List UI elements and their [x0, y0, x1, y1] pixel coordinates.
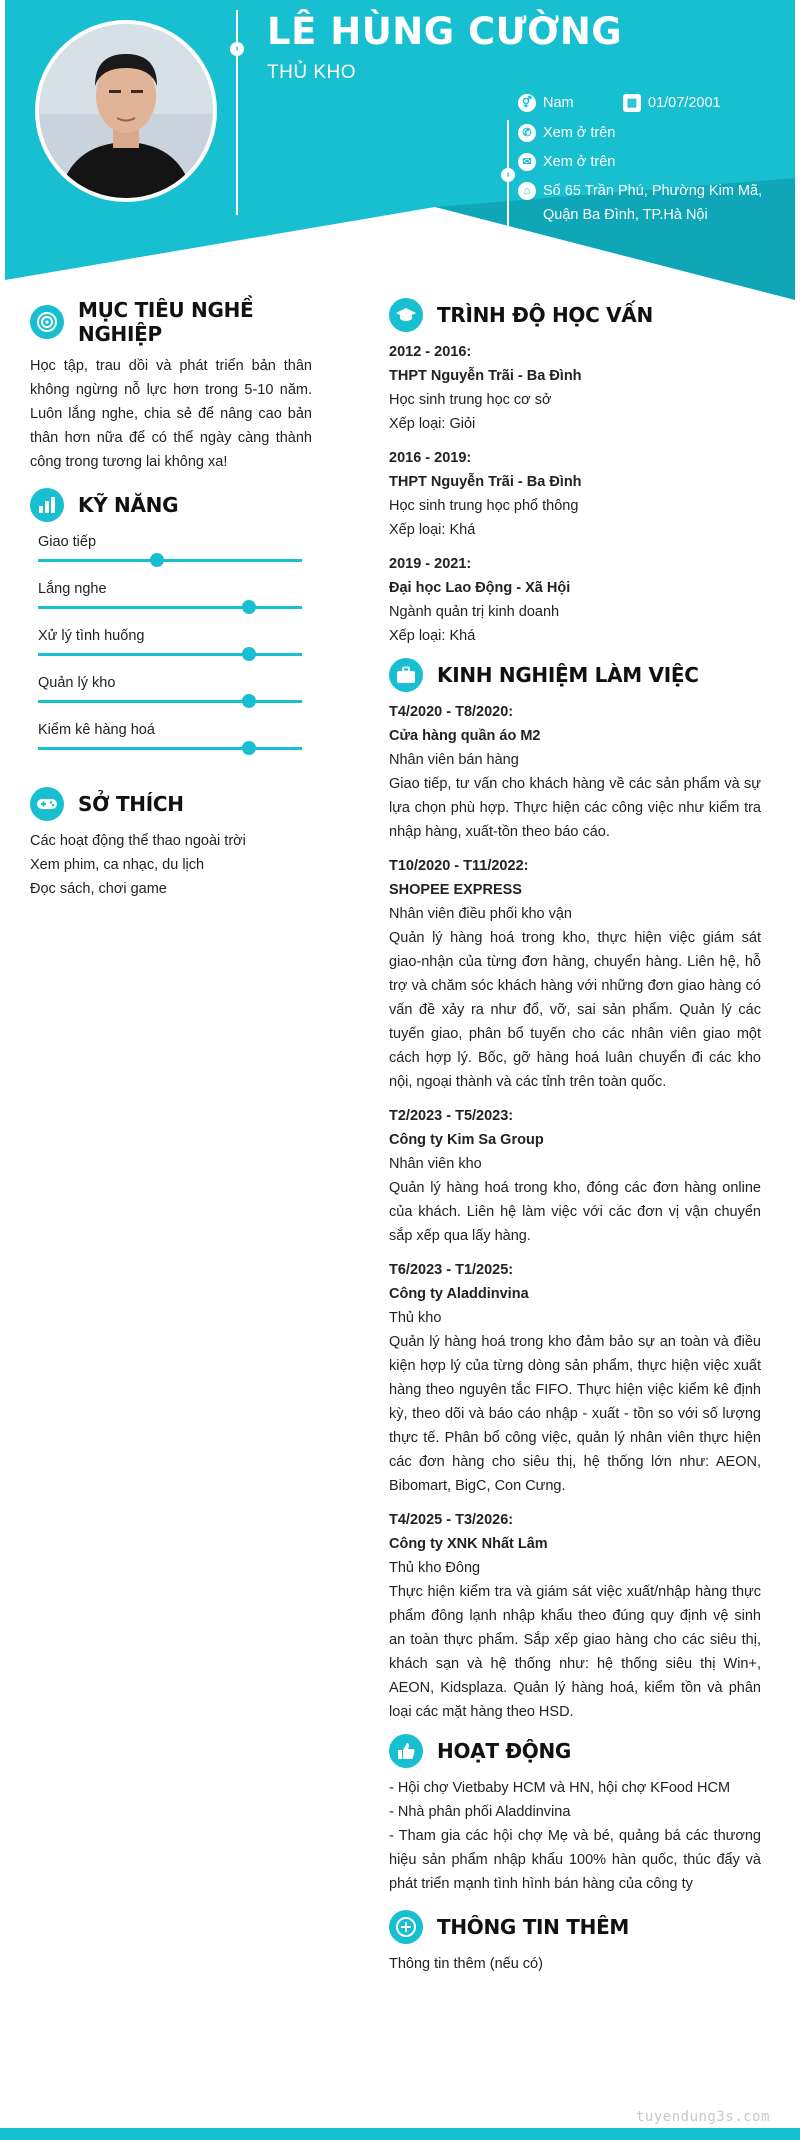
- address-line-2: Quận Ba Đình, TP.Hà Nội: [543, 207, 708, 223]
- experience-company: Công ty Kim Sa Group: [389, 1132, 544, 1148]
- avatar: [39, 24, 213, 198]
- right-column: [389, 298, 761, 1976]
- experience-period: T4/2020 - T8/2020:: [389, 704, 514, 720]
- experience-title: KINH NGHIỆM LÀM VIỆC: [437, 663, 699, 687]
- skill-level-knob: [242, 600, 256, 614]
- skill-item: [30, 579, 312, 626]
- activities-section: [389, 1734, 761, 1896]
- chevron-right-icon: ›: [230, 42, 244, 56]
- skills-section: [30, 488, 312, 767]
- hobbies-section: [30, 787, 312, 901]
- education-period: 2016 - 2019:: [389, 450, 472, 466]
- experience-entry: [389, 1104, 761, 1248]
- hobby-item: Các hoạt động thể thao ngoài trời: [30, 833, 246, 849]
- skill-label: Kiểm kê hàng hoá: [38, 722, 155, 738]
- education-title: TRÌNH ĐỘ HỌC VẤN: [437, 303, 653, 327]
- objective-header: [30, 298, 312, 346]
- activity-item: - Hội chợ Vietbaby HCM và HN, hội chợ KFood HCM: [389, 1780, 731, 1796]
- hobby-item: Xem phim, ca nhạc, du lịch: [30, 857, 205, 873]
- skill-track: [38, 559, 302, 562]
- graduation-cap-icon: [389, 298, 423, 332]
- target-icon: [30, 305, 64, 339]
- skills-title: KỸ NĂNG: [78, 493, 179, 517]
- candidate-name: LÊ HÙNG CƯỜNG: [267, 10, 623, 53]
- gender-icon: ⚥: [518, 94, 536, 112]
- experience-role: Thủ kho Đông: [389, 1560, 481, 1576]
- experience-entry: [389, 700, 761, 844]
- footer-bar: [0, 2128, 800, 2140]
- phone-icon: ✆: [518, 124, 536, 142]
- education-school: THPT Nguyễn Trãi - Ba Đình: [389, 368, 582, 384]
- skill-label: Quản lý kho: [38, 675, 116, 691]
- skill-level-knob: [150, 553, 164, 567]
- birthdate-value: 01/07/2001: [648, 95, 721, 111]
- hobbies-header: [30, 787, 312, 821]
- skill-item: [30, 532, 312, 579]
- education-section: [389, 298, 761, 648]
- gender-row: [518, 91, 574, 115]
- left-column: [30, 298, 312, 901]
- candidate-position: THỦ KHO: [267, 62, 356, 83]
- activity-item: - Tham gia các hội chợ Mẹ và bé, quảng bá các thương hiệu sản phẩm nhập khẩu 100% hàn quốc, thúc đẩy và phát triển mạnh tình hình bán hàng của công ty: [389, 1828, 761, 1892]
- activities-header: [389, 1734, 761, 1768]
- education-entry: [389, 340, 761, 436]
- experience-desc: Giao tiếp, tư vấn cho khách hàng về các sản phẩm và sự lựa chọn phù hợp. Thực hiện các công việc như kiểm tra nhập hàng, xuất-tồn theo báo cáo.: [389, 776, 761, 840]
- plus-circle-icon: [389, 1910, 423, 1944]
- experience-company: SHOPEE EXPRESS: [389, 882, 522, 898]
- skills-list: [30, 532, 312, 767]
- education-desc: Học sinh trung học phổ thông: [389, 498, 579, 514]
- additional-text: Thông tin thêm (nếu có): [389, 1956, 543, 1972]
- birthdate-row: [623, 91, 721, 115]
- gender-value: Nam: [543, 95, 574, 111]
- experience-period: T10/2020 - T11/2022:: [389, 858, 529, 874]
- experience-company: Công ty Aladdinvina: [389, 1286, 529, 1302]
- activities-title: HOẠT ĐỘNG: [437, 1739, 572, 1763]
- email-row: [518, 150, 615, 174]
- header-divider: [236, 10, 238, 215]
- bar-chart-icon: [30, 488, 64, 522]
- hobbies-title: SỞ THÍCH: [78, 792, 184, 816]
- skills-header: [30, 488, 312, 522]
- education-school: THPT Nguyễn Trãi - Ba Đình: [389, 474, 582, 490]
- address-row: [518, 179, 762, 227]
- skill-track: [38, 606, 302, 609]
- experience-header: [389, 658, 761, 692]
- watermark: tuyendung3s.com: [636, 2109, 770, 2125]
- activity-item: - Nhà phân phối Aladdinvina: [389, 1804, 571, 1820]
- calendar-icon: ▦: [623, 94, 641, 112]
- experience-entry: [389, 1508, 761, 1724]
- experience-role: Nhân viên kho: [389, 1156, 482, 1172]
- education-entry: [389, 552, 761, 648]
- education-period: 2019 - 2021:: [389, 556, 472, 572]
- experience-period: T6/2023 - T1/2025:: [389, 1262, 514, 1278]
- experience-entry: [389, 1258, 761, 1498]
- skill-track: [38, 700, 302, 703]
- skill-label: Xử lý tình huống: [38, 628, 145, 644]
- chevron-right-icon: ›: [501, 168, 515, 182]
- objective-title: MỤC TIÊU NGHỀ NGHIỆP: [78, 298, 254, 346]
- experience-role: Nhân viên bán hàng: [389, 752, 519, 768]
- education-grade: Xếp loại: Giỏi: [389, 416, 476, 432]
- envelope-icon: ✉: [518, 153, 536, 171]
- experience-desc: Quản lý hàng hoá trong kho, thực hiện việc giám sát giao-nhận của từng đơn hàng, chuyển hàng. Liên hệ, hỗ trợ và chăm sóc khách hàng với những đơn giao hàng có vấn đề xảy ra như đổ, vỡ, sai sản phẩm. Quản lý các tuyến giao, phân bổ tuyến cho các nhân viên giao một cách hợp lý. Bốc, gỡ hàng hoá luân chuyển đi các kho nội, ngoại thành và các tỉnh trên toàn quốc.: [389, 930, 761, 1090]
- education-desc: Học sinh trung học cơ sở: [389, 392, 552, 408]
- cv-header: [5, 0, 795, 300]
- gamepad-icon: [30, 787, 64, 821]
- objective-text: Học tập, trau dồi và phát triển bản thân không ngừng nỗ lực hơn trong 5-10 năm. Luôn lắng nghe, chia sẻ để nâng cao bản thân hơn nữa để có thể ngày càng thành công trong tương lai không xa!: [30, 358, 312, 470]
- thumbs-up-icon: [389, 1734, 423, 1768]
- education-header: [389, 298, 761, 332]
- experience-company: Cửa hàng quần áo M2: [389, 728, 541, 744]
- additional-section: [389, 1910, 761, 1976]
- phone-row: [518, 121, 615, 145]
- email-value: Xem ở trên: [543, 154, 616, 170]
- skill-label: Giao tiếp: [38, 534, 97, 550]
- phone-value: Xem ở trên: [543, 125, 616, 141]
- education-period: 2012 - 2016:: [389, 344, 472, 360]
- objective-section: [30, 298, 312, 474]
- skill-level-knob: [242, 741, 256, 755]
- education-entry: [389, 446, 761, 542]
- experience-desc: Quản lý hàng hoá trong kho đảm bảo sự an toàn và điều kiện hợp lý của từng dòng sản phẩm, thực hiện việc xuất hàng theo nguyên tắc FIFO. Thực hiện việc kiểm kê định kỳ, theo dõi và báo cáo nhập - xuất - tồn so với số lượng thực tế. Phân bổ công việc, quản lý nhân viên thực hiện các đơn hàng cho siêu thị, hệ thống lớn như: AEON, Bibomart, BigC, Con Cưng.: [389, 1334, 761, 1494]
- skill-item: [30, 626, 312, 673]
- experience-company: Công ty XNK Nhất Lâm: [389, 1536, 548, 1552]
- home-icon: ⌂: [518, 182, 536, 200]
- education-desc: Ngành quản trị kinh doanh: [389, 604, 560, 620]
- skill-item: [30, 673, 312, 720]
- experience-role: Thủ kho: [389, 1310, 442, 1326]
- skill-item: [30, 720, 312, 767]
- skill-level-knob: [242, 647, 256, 661]
- skill-track: [38, 747, 302, 750]
- experience-period: T4/2025 - T3/2026:: [389, 1512, 514, 1528]
- skill-level-knob: [242, 694, 256, 708]
- experience-desc: Thực hiện kiểm tra và giám sát việc xuất/nhập hàng thực phẩm đông lạnh nhập khẩu theo đúng quy định vệ sinh an toàn thực phẩm. Sắp xếp giao hàng cho các siêu thị, khách sạn và hệ thống như: hệ thống siêu thị Win+, AEON, Kidsplaza. Quản lý hàng hoá, kiểm tồn và phân loại các mặt hàng theo HSD.: [389, 1584, 761, 1720]
- experience-role: Nhân viên điều phối kho vận: [389, 906, 572, 922]
- avatar-frame: [35, 20, 217, 202]
- hobby-item: Đọc sách, chơi game: [30, 881, 167, 897]
- experience-desc: Quản lý hàng hoá trong kho, đóng các đơn hàng online của khách. Liên hệ làm việc với các đơn vị vận chuyển sắp xếp qua lấy hàng.: [389, 1180, 761, 1244]
- address-line-1: Số 65 Trần Phú, Phường Kim Mã,: [543, 183, 763, 199]
- education-grade: Xếp loại: Khá: [389, 522, 476, 538]
- experience-entry: [389, 854, 761, 1094]
- education-school: Đại học Lao Động - Xã Hội: [389, 580, 571, 596]
- skill-track: [38, 653, 302, 656]
- additional-header: [389, 1910, 761, 1944]
- education-grade: Xếp loại: Khá: [389, 628, 476, 644]
- experience-section: [389, 658, 761, 1724]
- skill-label: Lắng nghe: [38, 581, 107, 597]
- experience-period: T2/2023 - T5/2023:: [389, 1108, 514, 1124]
- briefcase-icon: [389, 658, 423, 692]
- additional-title: THÔNG TIN THÊM: [437, 1915, 630, 1939]
